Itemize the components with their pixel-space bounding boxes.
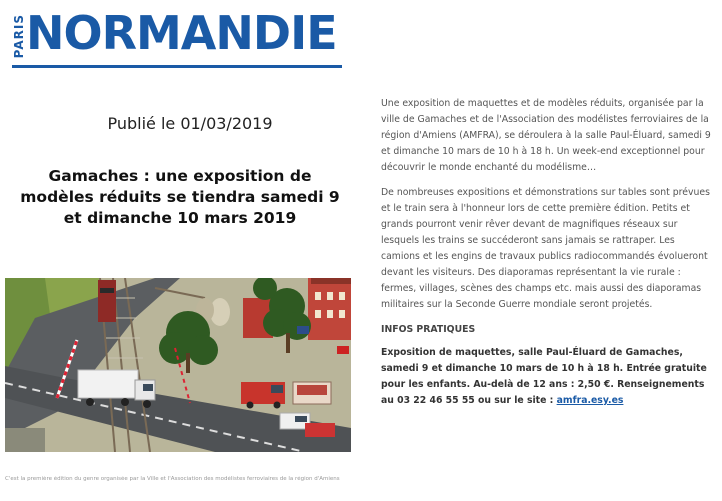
paris-normandie-logo[interactable] bbox=[12, 6, 342, 70]
logo-normandie: NORMANDIE bbox=[26, 6, 337, 60]
article-headline: Gamaches : une exposition de modèles réduits se tiendra samedi 9 et dimanche 10 mars 2019 bbox=[20, 167, 340, 227]
publication-date: Publié le 01/03/2019 bbox=[107, 114, 273, 133]
photo-caption: C'est la première édition du genre organisée par la Ville et l'Association des modélistes ferroviaires de la région d'Amiens bbox=[5, 476, 340, 482]
article-paragraph-2: De nombreuses expositions et démonstrations sur tables sont prévues et le train sera à l'honneur lors de cette première édition. Petits et grands pourront venir rêver devant de magnifiques réseaux sur lesquels les trains se succéderont sans jamais se rattraper. Les camions et les engins de travaux publics radiocommandés évolueront devant les visiteurs. Des diaporamas représentant la vie rurale : fermes, villages, scènes des champs etc. mais aussi des diaporamas militaires sur la Seconde Guerre mondiale seront projetés. bbox=[381, 187, 710, 310]
logo-paris: PARIS bbox=[12, 14, 26, 59]
infos-pratiques-text bbox=[381, 345, 715, 409]
article-photo[interactable] bbox=[5, 278, 351, 452]
model-railway-scene bbox=[5, 278, 351, 452]
article-body bbox=[381, 96, 715, 409]
article-paragraph-1: Une exposition de maquettes et de modèles réduits, organisée par la ville de Gamaches et de l'Association des modélistes ferroviaires de la région d'Amiens (AMFRA), se déroulera à la salle Paul-Éluard, samedi 9 et dimanche 10 mars de 10 h à 18 h. Un week-end exceptionnel pour découvrir le monde enchanté du modélisme… bbox=[381, 98, 711, 173]
infos-text: Exposition de maquettes, salle Paul-Éluard de Gamaches, samedi 9 et dimanche 10 mars de 10 h à 18 h. Entrée gratuite pour les enfants. Au-delà de 12 ans : 2,50 €. Renseignements au 03 22 46 55 55 ou sur le site : bbox=[381, 347, 707, 406]
logo-underline bbox=[12, 65, 342, 68]
infos-pratiques-heading: INFOS PRATIQUES bbox=[381, 324, 476, 335]
website-link[interactable]: amfra.esy.es bbox=[556, 395, 624, 406]
